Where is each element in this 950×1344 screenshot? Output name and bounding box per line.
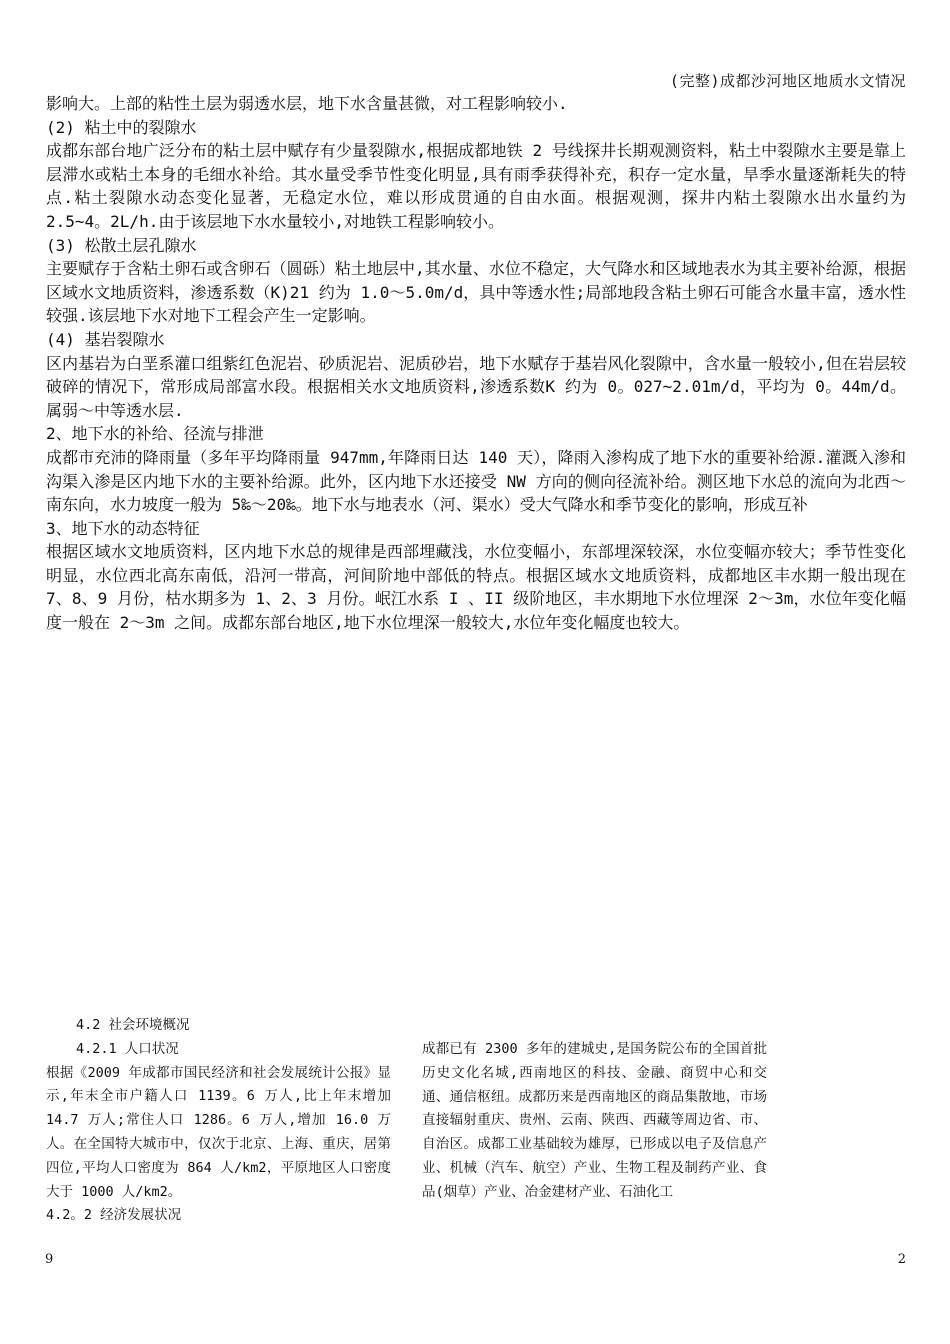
- section-heading: (2) 粘土中的裂隙水: [46, 117, 197, 137]
- population-paragraph: 根据《2009 年成都市国民经济和社会发展统计公报》显示,年末全市户籍人口 1139。6 万人,比上年末增加 14.7 万人;常住人口 1286。6 万人,增加 16.0 万人。在全国特大城市中，仅次于北京、上海、重庆，居第四位,平均人口密度为 864 人/km2，平原地区人口密度大于 1000 人/km2。: [46, 1064, 391, 1200]
- section-heading: 2、地下水的补给、径流与排泄: [46, 424, 264, 444]
- left-column: [46, 1014, 391, 1228]
- right-column: [422, 1038, 767, 1205]
- subsection-title: 4.2。2 经济发展状况: [46, 1207, 182, 1224]
- section-heading: (4) 基岩裂隙水: [46, 329, 165, 349]
- page-number-left: 9: [45, 1252, 54, 1267]
- paragraph: 影响大。上部的粘性土层为弱透水层，地下水含量甚微，对工程影响较小.: [46, 94, 568, 113]
- paragraph: 成都市充沛的降雨量（多年平均降雨量 947mm,年降雨日达 140 天），降雨入渗构成了地下水的重要补给源.灌溉入渗和沟渠入渗是区内地下水的主要补给源。此外，区内地下水还接受 NW 方向的侧向径流补给。测区地下水总的流向为北西～南东向，水力坡度一般为 5‰～20‰。地下水与地表水（河、渠水）受大气降水和季节变化的影响，形成互补: [46, 447, 906, 515]
- page-number-right: 2: [897, 1252, 906, 1267]
- paragraph: 成都东部台地广泛分布的粘土层中赋存有少量裂隙水,根据成都地铁 2 号线探井长期观测资料，粘土中裂隙水主要是靠上层滞水或粘土本身的毛细水补给。其水量受季节性变化明显,具有雨季获得补充，积存一定水量，旱季水量逐渐耗失的特点.粘土裂隙水动态变化显著，无稳定水位，难以形成贯通的自由水面。根据观测，探井内粘土裂隙水出水量约为 2.5~4。2L/h.由于该层地下水水量较小,对地铁工程影响较小。: [46, 141, 906, 231]
- section-heading: (3) 松散土层孔隙水: [46, 235, 197, 255]
- section-title: 4.2 社会环境概况: [76, 1017, 190, 1033]
- section-heading: 3、地下水的动态特征: [46, 518, 200, 538]
- paragraph: 区内基岩为白垩系灌口组紫红色泥岩、砂质泥岩、泥质砂岩，地下水赋存于基岩风化裂隙中，含水量一般较小,但在岩层较破碎的情况下，常形成局部富水段。根据相关水文地质资料,渗透系数K 约为 0。027~2.01m/d，平均为 0。44m/d。属弱～中等透水层.: [46, 353, 906, 420]
- document-header: (完整)成都沙河地区地质水文情况: [669, 72, 906, 90]
- economy-paragraph: 成都已有 2300 多年的建城史,是国务院公布的全国首批历史文化名城,西南地区的科技、金融、商贸中心和交通、通信枢纽。成都历来是西南地区的商品集散地，市场直接辐射重庆、贵州、云南、陕西、西藏等周边省、市、自治区。成都工业基础较为雄厚，已形成以电子及信息产业、机械（汽车、航空）产业、生物工程及制药产业、食品(烟草）产业、冶金建材产业、石油化工: [422, 1041, 767, 1200]
- subsection-title: 4.2.1 人口状况: [76, 1040, 179, 1057]
- paragraph: 主要赋存于含粘土卵石或含卵石（圆砾）粘土地层中,其水量、水位不稳定，大气降水和区域地表水为其主要补给源，根据区域水文地质资料，渗透系数（K)21 约为 1.0～5.0m/d，具中等透水性;局部地段含粘土卵石可能含水量丰富，透水性 较强.该层地下水对地下工程会产生一定影响。: [46, 259, 906, 326]
- main-text: [46, 92, 906, 635]
- paragraph: 根据区域水文地质资料，区内地下水总的规律是西部埋藏浅，水位变幅小，东部埋深较深，水位变幅亦较大；季节性变化明显，水位西北高东南低，沿河一带高，河间阶地中部低的特点。根据区域水文地质资料，成都地区丰水期一般出现在 7、8、9 月份，枯水期多为 1、2、3 月份。岷江水系 I 、II 级阶地区，丰水期地下水位埋深 2～3m，水位年变化幅度一般在 2～3m 之间。成都东部台地区,地下水位埋深一般较大,水位年变化幅度也较大。: [46, 542, 906, 633]
